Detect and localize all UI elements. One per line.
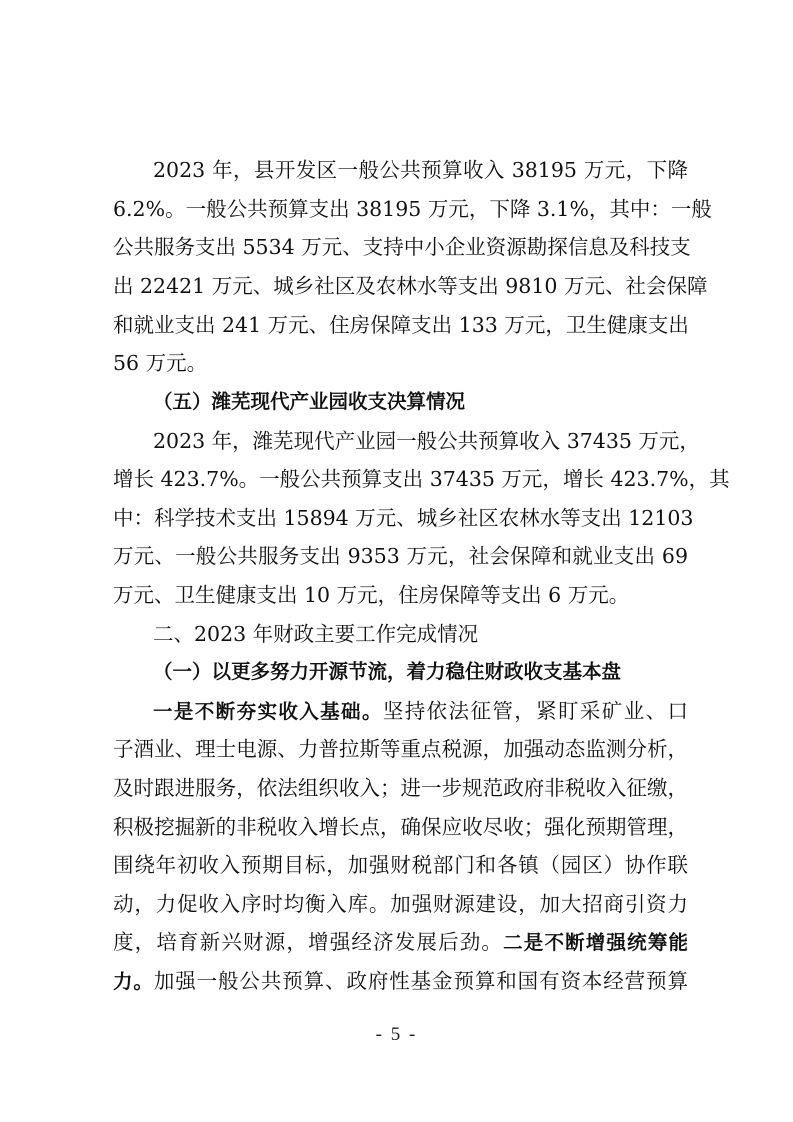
- paragraph-line: 万元、一般公共服务支出 9353 万元，社会保障和就业支出 69: [113, 544, 688, 568]
- page-number: - 5 -: [375, 1024, 418, 1045]
- text-run: 坚持依法征管，紧盯采矿业、口: [382, 699, 688, 723]
- paragraph-line: 出 22421 万元、城乡社区及农林水等支出 9810 万元、社会保障: [113, 274, 708, 298]
- bold-lead: 二是不断增强统筹能: [503, 931, 688, 954]
- paragraph-line: 公共服务支出 5534 万元、支持中小企业资源勘探信息及科技支: [113, 235, 691, 259]
- paragraph-line: 2023 年，潍芜现代产业园一般公共预算收入 37435 万元，: [153, 429, 700, 453]
- bold-lead: 力。: [113, 970, 154, 993]
- text-run: 度，培育新兴财源，增强经济发展后劲。: [113, 930, 504, 954]
- paragraph-line: 2023 年，县开发区一般公共预算收入 38195 万元，下降: [153, 158, 688, 182]
- paragraph-line: 和就业支出 241 万元、住房保障支出 133 万元，卫生健康支出: [113, 313, 689, 337]
- paragraph-line: 6.2%。一般公共预算支出 38195 万元，下降 3.1%，其中：一般: [113, 197, 712, 221]
- paragraph-line: 56 万元。: [113, 351, 208, 375]
- bold-lead: 一是不断夯实收入基础。: [153, 700, 383, 723]
- paragraph-line: 动，力促收入序时均衡入库。加强财源建设，加大招商引资力: [113, 892, 688, 916]
- paragraph-line: 增长 423.7%。一般公共预算支出 37435 万元，增长 423.7%，其: [113, 467, 730, 491]
- paragraph-line: [113, 924, 688, 960]
- subsection-heading: （一）以更多努力开源节流，着力稳住财政收支基本盘: [153, 660, 622, 683]
- section-heading: （五）潍芜现代产业园收支决算情况: [153, 390, 466, 413]
- paragraph-line: [153, 693, 688, 729]
- paragraph-line: 子酒业、理士电源、力普拉斯等重点税源，加强动态监测分析，: [113, 737, 688, 761]
- paragraph-line: 中：科学技术支出 15894 万元、城乡社区农林水等支出 12103: [113, 506, 694, 530]
- paragraph-line: 围绕年初收入预期目标，加强财税部门和各镇（园区）协作联: [113, 853, 688, 877]
- part-heading: 二、2023 年财政主要工作完成情况: [153, 622, 479, 646]
- paragraph-line: 积极挖掘新的非税收入增长点，确保应收尽收；强化预期管理，: [113, 815, 688, 839]
- paragraph-line: 及时跟进服务，依法组织收入；进一步规范政府非税收入征缴，: [113, 776, 688, 800]
- text-run: 加强一般公共预算、政府性基金预算和国有资本经营预算: [153, 969, 688, 993]
- paragraph-line: 万元、卫生健康支出 10 万元，住房保障等支出 6 万元。: [113, 583, 630, 607]
- paragraph-line: [113, 963, 688, 999]
